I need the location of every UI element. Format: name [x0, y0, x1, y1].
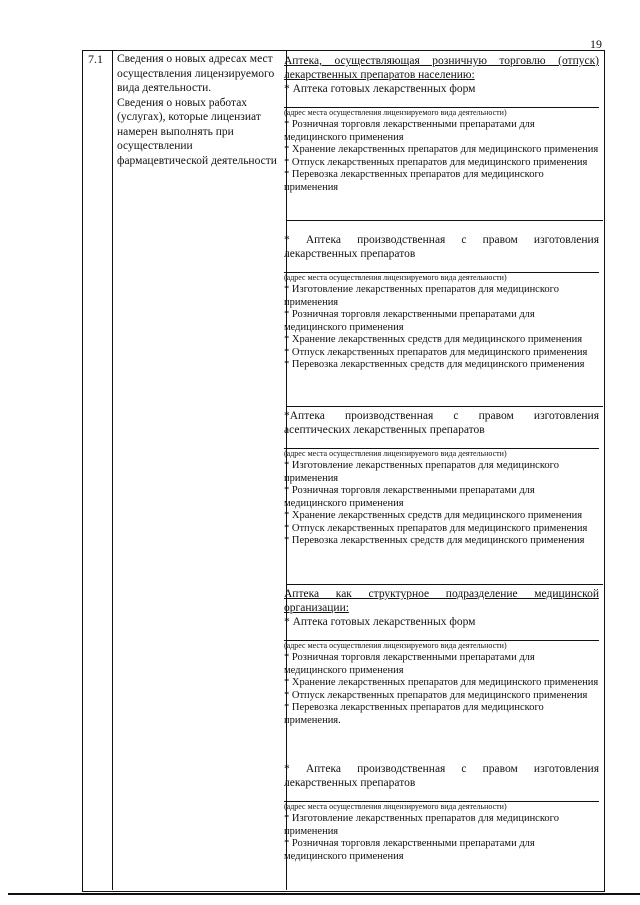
pharmacy-section: [284, 54, 599, 194]
address-line: [284, 631, 599, 641]
address-line: [284, 792, 599, 802]
address-line: [284, 263, 599, 273]
service-item: * Розничная торговля лекарственными препаратами для медицинского применения: [284, 838, 535, 862]
service-item: * Отпуск лекарственных препаратов для медицинского применения: [284, 689, 588, 701]
address-line: [284, 98, 599, 108]
address-caption: (адрес места осуществления лицензируемого вида деятельности): [284, 108, 507, 117]
service-item: * Хранение лекарственных препаратов для медицинского применения: [284, 677, 599, 688]
page-number: 19: [590, 37, 602, 51]
service-item: * Отпуск лекарственных препаратов для медицинского применения: [284, 156, 588, 168]
section-title: * Аптека производственная с правом изготовления лекарственных препаратов: [284, 763, 599, 789]
section-header: Аптека, осуществляющая розничную торговлю (отпуск) лекарственных препаратов населению:: [284, 55, 599, 81]
service-item: * Перевозка лекарственных препаратов для медицинского применения.: [284, 702, 544, 726]
service-item: * Розничная торговля лекарственными препаратами для медицинского применения: [284, 652, 535, 676]
section-title: * Аптека готовых лекарственных форм: [284, 83, 476, 95]
row-description: [117, 52, 285, 168]
service-item: * Розничная торговля лекарственными препаратами для медицинского применения: [284, 119, 535, 143]
address-caption: (адрес места осуществления лицензируемого вида деятельности): [284, 273, 507, 282]
service-item: * Изготовление лекарственных препаратов для медицинского применения: [284, 813, 559, 837]
address-caption: (адрес места осуществления лицензируемого вида деятельности): [284, 449, 507, 458]
section-title: * Аптека готовых лекарственных форм: [284, 616, 476, 628]
service-item: * Перевозка лекарственных препаратов для медицинского применения: [284, 169, 544, 193]
page-bottom-rule: [8, 893, 640, 895]
service-item: * Хранение лекарственных препаратов для медицинского применения: [284, 144, 599, 155]
service-item: * Розничная торговля лекарственными препаратами для медицинского применения: [284, 485, 535, 509]
pharmacy-section: [284, 409, 599, 548]
service-item: * Отпуск лекарственных препаратов для медицинского применения: [284, 346, 588, 358]
service-item: * Изготовление лекарственных препаратов для медицинского применения: [284, 460, 559, 484]
service-item: * Перевозка лекарственных средств для медицинского применения: [284, 359, 585, 370]
pharmacy-section: [284, 762, 599, 863]
section-title: * Аптека производственная с правом изготовления лекарственных препаратов: [284, 234, 599, 260]
service-item: * Розничная торговля лекарственными препаратами для медицинского применения: [284, 309, 535, 333]
pharmacy-section: [284, 233, 599, 372]
row-divider: [286, 406, 603, 407]
row-divider: [286, 584, 603, 585]
service-item: * Изготовление лекарственных препаратов для медицинского применения: [284, 284, 559, 308]
service-item: * Хранение лекарственных средств для медицинского применения: [284, 510, 583, 521]
column-divider: [112, 50, 113, 890]
row-divider: [286, 220, 603, 221]
pharmacy-section: [284, 587, 599, 727]
row-number: 7.1: [88, 52, 103, 66]
section-title: *Аптека производственная с правом изготовления асептических лекарственных препаратов: [284, 410, 599, 436]
section-header: Аптека как структурное подразделение медицинской организации:: [284, 588, 599, 614]
service-item: * Отпуск лекарственных препаратов для медицинского применения: [284, 522, 588, 534]
service-item: * Хранение лекарственных средств для медицинского применения: [284, 334, 583, 345]
service-item: * Перевозка лекарственных средств для медицинского применения: [284, 535, 585, 546]
description-paragraph: Сведения о новых работах (услугах), которые лицензиат намерен выполнять при осуществлении фармацевтической деятельности: [117, 96, 277, 167]
address-caption: (адрес места осуществления лицензируемого вида деятельности): [284, 641, 507, 650]
description-paragraph: Сведения о новых адресах мест осуществления лицензируемого вида деятельности.: [117, 53, 275, 94]
address-line: [284, 439, 599, 449]
address-caption: (адрес места осуществления лицензируемого вида деятельности): [284, 802, 507, 811]
